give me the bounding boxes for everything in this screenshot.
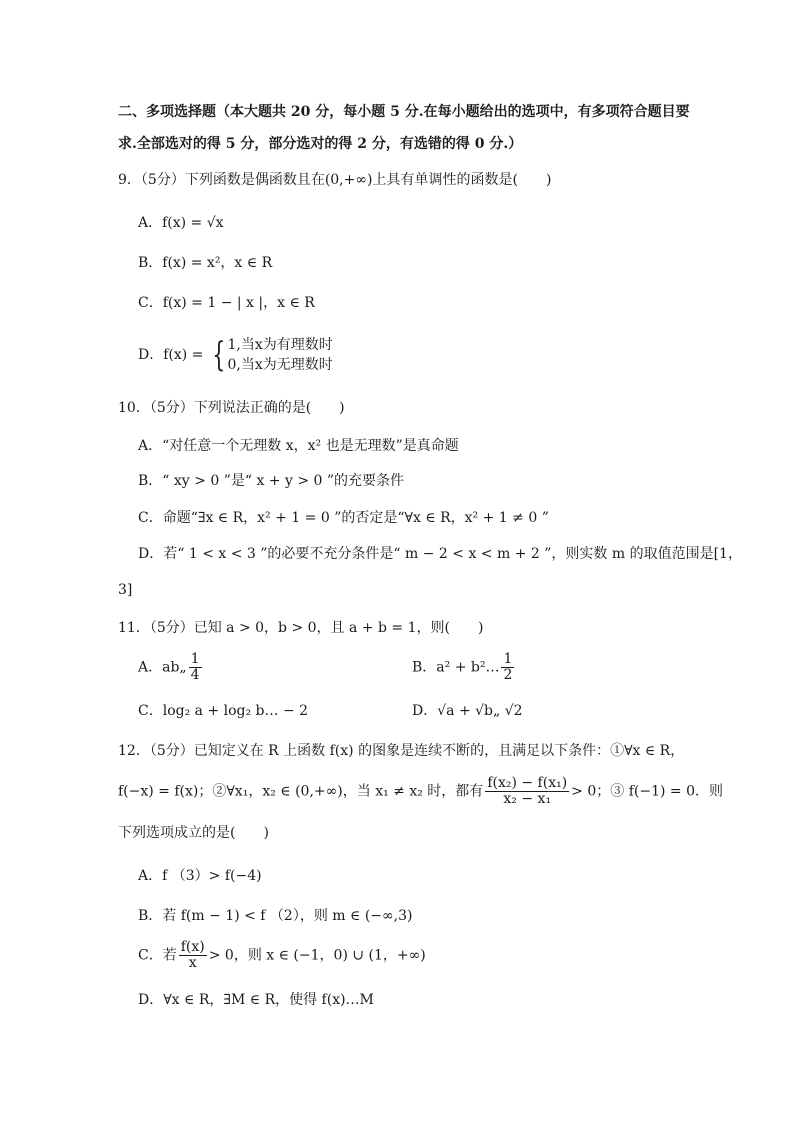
q11-option-a-prefix: A．ab„ (138, 659, 187, 676)
q9-option-a: A．f(x) = √x (138, 215, 224, 231)
q12-option-b: B．若 f(m − 1) < f （2），则 m ∈ (−∞,3) (138, 908, 413, 924)
q11-option-d: D．√a + √b„ √2 (412, 703, 523, 719)
fraction-numerator: f(x₂) − f(x₁) (487, 775, 568, 791)
fraction-denominator: 2 (503, 667, 513, 683)
q11-stem: 11．（5分）已知 a > 0，b > 0，且 a + b = 1，则( ) (118, 620, 484, 636)
q10-stem: 10．（5分）下列说法正确的是( ) (118, 400, 345, 416)
q9-option-c: C．f(x) = 1 − | x |，x ∈ R (138, 295, 315, 311)
section-heading-line1: 二、多项选择题（本大题共 20 分，每小题 5 分.在每小题给出的选项中，有多项符合题目要 (118, 104, 690, 120)
q11-option-a (138, 652, 204, 683)
q9-option-d (138, 335, 333, 375)
q10-option-d: D．若“ 1 < x < 3 ”的必要不充分条件是“ m − 2 < x < m + 2 ”，则实数 m 的取值范围是[1， (138, 546, 742, 562)
q12-stem-line2-suffix: > 0；③ f(−1) = 0．则 (571, 783, 723, 800)
q9-option-d-prefix: D．f(x) = (138, 347, 208, 363)
q12-stem-line3: 下列选项成立的是( ) (118, 825, 269, 841)
q11-option-b (412, 652, 516, 683)
q9-case-irrational: 0,当x为无理数时 (227, 357, 333, 373)
q10-option-c: C．命题“∃x ∈ R，x² + 1 = 0 ”的否定是“∀x ∈ R，x² + 1 ≠ 0 ” (138, 510, 549, 526)
q12-stem-line1: 12．（5分）已知定义在 R 上函数 f(x) 的图象是连续不断的，且满足以下条件：①∀x ∈ R， (118, 743, 685, 759)
q10-option-a: A．“对任意一个无理数 x，x² 也是无理数”是真命题 (138, 438, 459, 454)
q10-option-d-continued: 3] (118, 582, 133, 598)
q9-case-rational: 1,当x为有理数时 (227, 337, 333, 353)
fraction-denominator: x (188, 955, 197, 971)
q11-option-c: C．log₂ a + log₂ b… − 2 (138, 703, 309, 719)
fraction-denominator: 4 (190, 667, 200, 683)
difference-quotient-fraction (485, 776, 569, 807)
q12-stem-line2-prefix: f(−x) = f(x)；②∀x₁，x₂ ∈ (0,+∞)，当 x₁ ≠ x₂ 时，都有 (118, 783, 484, 800)
fraction-numerator: f(x) (180, 939, 205, 955)
q12-option-a: A．f （3）> f(−4) (138, 868, 262, 884)
fraction-one-quarter (189, 652, 202, 683)
section-heading-line2: 求.全部选对的得 5 分，部分选对的得 2 分，有选错的得 0 分.） (118, 136, 523, 152)
q12-option-c (138, 940, 426, 971)
q12-option-c-prefix: C．若 (138, 947, 177, 964)
q12-option-d: D．∀x ∈ R，∃M ∈ R，使得 f(x)…M (138, 992, 374, 1008)
q11-option-b-prefix: B．a² + b²… (412, 659, 500, 676)
fraction-numerator: 1 (190, 651, 200, 667)
q9-option-b: B．f(x) = x²，x ∈ R (138, 255, 273, 271)
q12-option-c-suffix: > 0，则 x ∈ (−1，0) ∪ (1，+∞) (208, 947, 426, 964)
fraction-one-half (501, 652, 514, 683)
q10-option-b: B．“ xy > 0 ”是“ x + y > 0 ”的充要条件 (138, 473, 405, 489)
fraction-fx-over-x (179, 940, 207, 971)
fraction-numerator: 1 (503, 651, 513, 667)
q12-stem-line2 (118, 776, 723, 807)
piecewise-cases (228, 335, 333, 375)
q9-stem: 9．（5分）下列函数是偶函数且在(0,+∞)上具有单调性的函数是( ) (118, 172, 552, 188)
fraction-denominator: x₂ − x₁ (503, 791, 552, 807)
left-brace-icon: { (212, 335, 226, 375)
